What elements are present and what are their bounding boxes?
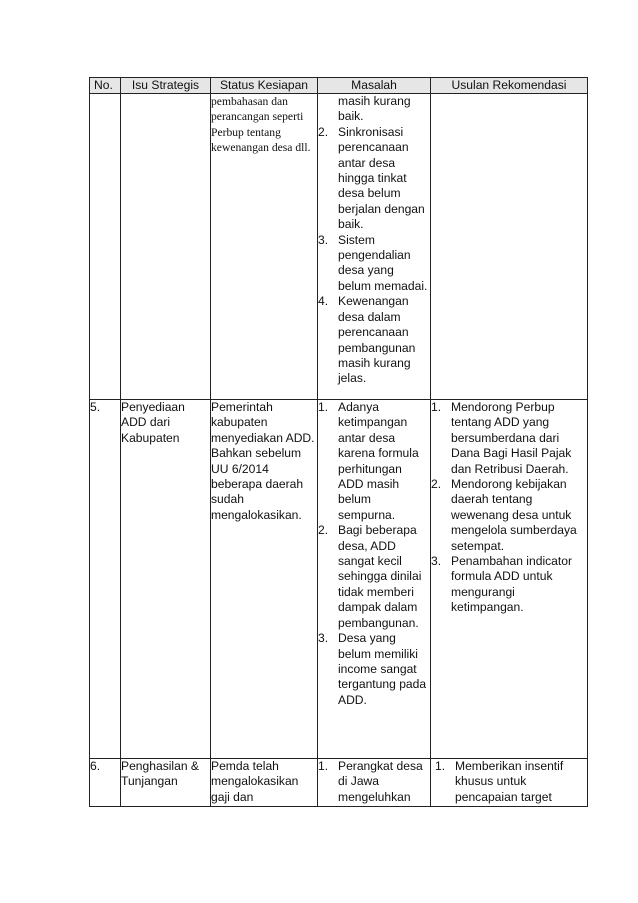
cell-isu bbox=[121, 94, 211, 400]
header-no: No. bbox=[90, 78, 121, 94]
header-isu-strategis: Isu Strategis bbox=[121, 78, 211, 94]
cell-no bbox=[90, 94, 121, 400]
strategic-issues-table bbox=[89, 77, 588, 807]
usulan-list bbox=[431, 759, 587, 805]
table-row bbox=[90, 759, 588, 807]
cell-usulan bbox=[431, 759, 588, 807]
list-item: 2. Sinkronisasi perencanaan antar desa hingga tinkat desa belum berjalan dengan baik. bbox=[318, 124, 425, 232]
list-item: 1. Memberikan insentif khusus untuk pencapaian target bbox=[435, 759, 564, 804]
list-item: 1. Perangkat desa di Jawa mengeluhkan bbox=[318, 759, 423, 804]
masalah-list bbox=[318, 759, 430, 805]
masalah-list bbox=[318, 400, 430, 708]
masalah-lead-text: masih kurang baik. bbox=[338, 94, 411, 124]
list-item: 2. Mendorong kebijakan daerah tentang wewenang desa untuk mengelola sumberdaya setempat. bbox=[431, 477, 577, 553]
cell-status: pembahasan dan perancangan seperti Perbup tentang kewenangan desa dll. bbox=[211, 94, 318, 400]
cell-isu: Penghasilan & Tunjangan bbox=[121, 759, 211, 807]
cell-no: 5. bbox=[90, 400, 121, 759]
cell-masalah bbox=[318, 759, 431, 807]
cell-no: 6. bbox=[90, 759, 121, 807]
list-item: 3. Sistem pengendalian desa yang belum memadai. bbox=[318, 232, 428, 293]
list-item: 4. Kewenangan desa dalam perencanaan pembangunan masih kurang jelas. bbox=[318, 294, 416, 386]
cell-masalah bbox=[318, 94, 431, 400]
usulan-list bbox=[431, 400, 587, 616]
table-header-row bbox=[90, 78, 588, 94]
table-row bbox=[90, 400, 588, 759]
list-item: 1. Mendorong Perbup tentang ADD yang bersumberdana dari Dana Bagi Hasil Pajak dan Retribusi Daerah. bbox=[431, 400, 572, 476]
cell-status: Pemerintah kabupaten menyediakan ADD. Bahkan sebelum UU 6/2014 beberapa daerah sudah mengalokasikan. bbox=[211, 400, 318, 759]
list-item: 3. Desa yang belum memiliki income sangat tergantung pada ADD. bbox=[318, 631, 427, 707]
list-item: 1. Adanya ketimpangan antar desa karena formula perhitungan ADD masih belum sempurna. bbox=[318, 400, 419, 522]
header-usulan-rekomendasi: Usulan Rekomendasi bbox=[431, 78, 588, 94]
header-masalah: Masalah bbox=[318, 78, 431, 94]
cell-usulan bbox=[431, 400, 588, 759]
cell-masalah bbox=[318, 400, 431, 759]
list-item: 2. Bagi beberapa desa, ADD sangat kecil sehingga dinilai tidak memberi dampak dalam pembangunan. bbox=[318, 523, 422, 630]
list-item: 3. Penambahan indicator formula ADD untuk mengurangi ketimpangan. bbox=[431, 554, 573, 615]
cell-status: Pemda telah mengalokasikan gaji dan bbox=[211, 759, 318, 807]
masalah-list bbox=[318, 125, 430, 387]
table-row bbox=[90, 94, 588, 400]
cell-usulan bbox=[431, 94, 588, 400]
header-status-kesiapan: Status Kesiapan bbox=[211, 78, 318, 94]
cell-isu: Penyediaan ADD dari Kabupaten bbox=[121, 400, 211, 759]
